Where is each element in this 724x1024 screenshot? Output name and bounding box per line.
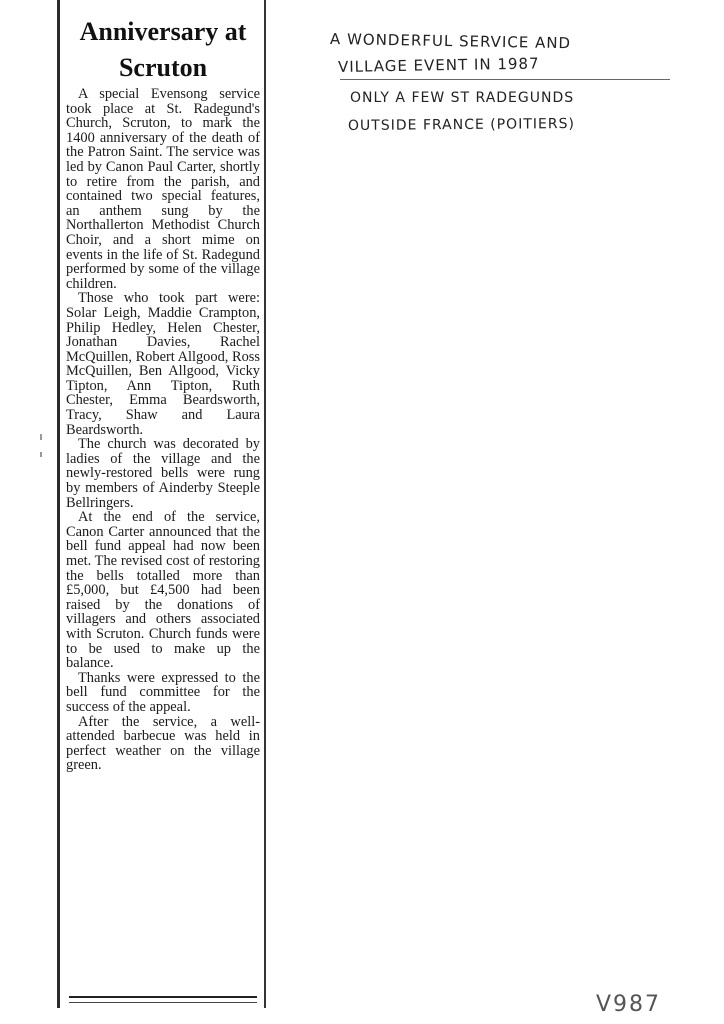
article-paragraph: The church was decorated by ladies of the village and the newly-restored bells were rung by members of Ainderby Steeple Bellringers. [66,436,260,511]
handwritten-note-line: ONLY A FEW ST RADEGUNDS [350,90,575,106]
note-underline [340,79,670,80]
newspaper-clipping [44,0,272,1012]
article-paragraph: Those who took part were: Solar Leigh, Maddie Crampton, Philip Hedley, Helen Chester, Jonathan Davies, Rachel McQuillen, Robert Allgood, Ross McQuillen, Ben Allgood, Vicky Tipton, Ann Tipton, Ruth Chester, Emma Beardsworth, Tracy, Shaw and Laura Beardsworth. [66,290,260,438]
column-rule-right [264,0,266,1008]
article-body [66,87,260,773]
handwritten-note-line: VILLAGE EVENT IN 1987 [337,54,540,76]
closing-rule-thin [69,1002,257,1003]
article-paragraph: At the end of the service, Canon Carter announced that the bell fund appeal had now been met. The revised cost of restoring the bells totalled more than £5,000, but £4,500 had been raised by the donations of villagers and others associated with Scruton. Church funds were to be used to make up the balance. [66,509,260,672]
article-paragraph: A special Evensong service took place at St. Radegund's Church, Scruton, to mark the 1400 anniversary of the death of the Patron Saint. The service was led by Canon Paul Carter, shortly to retire from the parish, and contained two special features, an anthem sung by the Northallerton Methodist Church Choir, and a short mime on events in the life of St. Radegund performed by some of the village children. [66,86,260,292]
handwritten-note-line: OUTSIDE FRANCE (POITIERS) [347,116,575,134]
article-paragraph: After the service, a well-attended barbecue was held in perfect weather on the village green. [66,713,260,774]
column-rule-left [57,0,60,1008]
scan-speck [40,452,42,457]
scan-speck [40,434,42,440]
article-paragraph: Thanks were expressed to the bell fund committee for the success of the appeal. [66,669,260,715]
archive-stamp: V987 [596,992,662,1017]
article-headline: Anniversary at Scruton [79,17,247,82]
handwritten-note-line: A WONDERFUL SERVICE AND [329,30,572,53]
closing-rule [69,996,257,998]
